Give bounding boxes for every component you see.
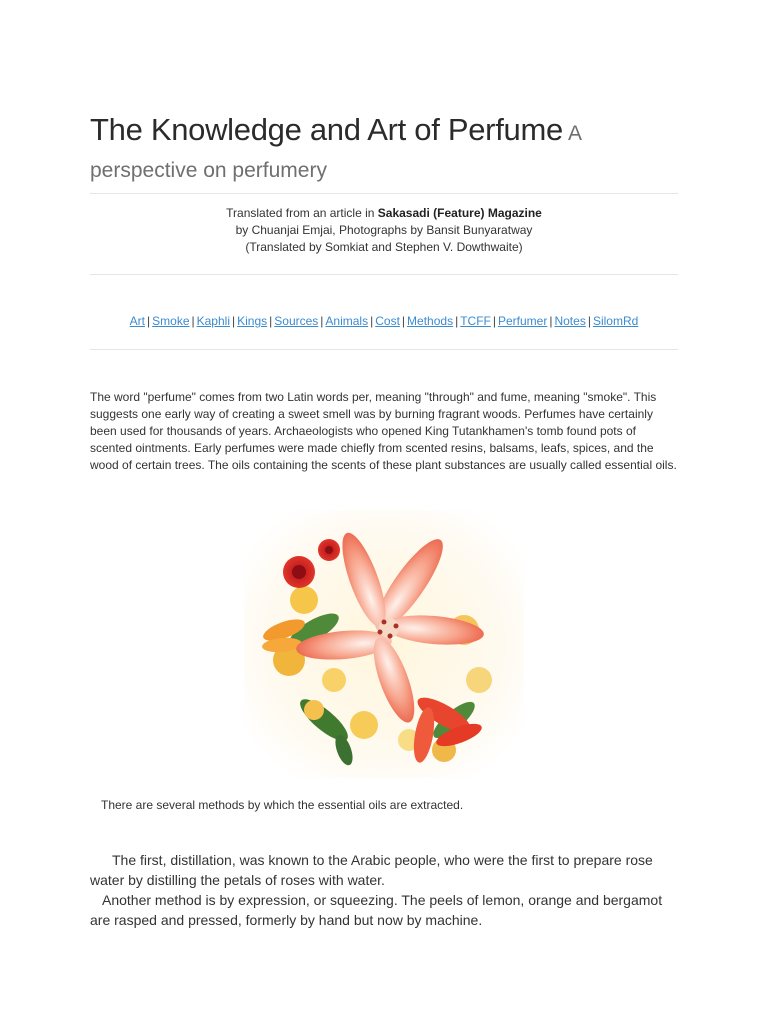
page-title-block: [90, 112, 678, 190]
nav-separator: |: [269, 314, 273, 328]
page-subtitle: A perspective on perfumery: [90, 122, 581, 182]
article-credits: [90, 205, 678, 256]
nav-separator: |: [191, 314, 195, 328]
nav-separator: |: [147, 314, 151, 328]
nav-link-animals[interactable]: Animals: [325, 314, 369, 328]
credits-line-2: by Chuanjai Emjai, Photographs by Bansit Bunyaratway: [235, 223, 533, 237]
credits-prefix: Translated from an article in: [226, 206, 378, 220]
nav-separator: |: [320, 314, 324, 328]
nav-link-smoke[interactable]: Smoke: [152, 314, 190, 328]
divider: [90, 349, 678, 350]
nav-separator: |: [549, 314, 553, 328]
page-title: The Knowledge and Art of Perfume: [90, 112, 563, 147]
paragraph-expression-text: Another method is by expression, or squeezing. The peels of lemon, orange and bergamot are rasped and pressed, formerly by hand but now by machine.: [90, 892, 663, 928]
section-nav: [90, 313, 678, 330]
divider: [90, 193, 678, 194]
magazine-name: Sakasadi (Feature) Magazine: [377, 206, 542, 220]
flower-bouquet-image: [244, 510, 524, 778]
image-caption: There are several methods by which the essential oils are extracted.: [101, 798, 464, 812]
nav-link-kaphli[interactable]: Kaphli: [196, 314, 230, 328]
nav-separator: |: [231, 314, 236, 328]
nav-separator: |: [492, 314, 496, 328]
paragraph-distillation-text: The first, distillation, was known to the Arabic people, who were the first to prepare rose water by distilling the petals of roses with water.: [90, 852, 653, 888]
credits-line-3: (Translated by Somkiat and Stephen V. Dowthwaite): [245, 240, 523, 254]
body-text: [90, 850, 678, 930]
nav-separator: |: [587, 314, 591, 328]
paragraph-expression: [90, 890, 678, 930]
nav-link-cost[interactable]: Cost: [375, 314, 400, 328]
nav-separator: |: [401, 314, 406, 328]
intro-paragraph: The word "perfume" comes from two Latin words per, meaning "through" and fume, meaning "smoke". This suggests one early way of creating a sweet smell was by burning fragrant woods. Perfumes have certainly been used for thousands of years. Archaeologists who opened King Tutankhamen's tomb found pots of scented ointments. Early perfumes were made chiefly from scented resins, balsams, leafs, spices, and the wood of certain trees. The oils containing the scents of these plant substances are usually called essential oils.: [90, 390, 677, 472]
nav-link-methods[interactable]: Methods: [407, 314, 454, 328]
paragraph-distillation: [90, 850, 678, 890]
divider: [90, 274, 678, 275]
credits-line-1: [90, 205, 678, 222]
nav-link-notes[interactable]: Notes: [554, 314, 586, 328]
nav-separator: |: [455, 314, 459, 328]
nav-separator: |: [370, 314, 374, 328]
nav-link-kings[interactable]: Kings: [237, 314, 268, 328]
nav-link-sources[interactable]: Sources: [274, 314, 319, 328]
nav-link-perfumer[interactable]: Perfumer: [497, 314, 548, 328]
nav-link-silomrd[interactable]: SilomRd: [592, 314, 639, 328]
nav-link-tcff[interactable]: TCFF: [460, 314, 491, 328]
nav-link-art[interactable]: Art: [129, 314, 146, 328]
